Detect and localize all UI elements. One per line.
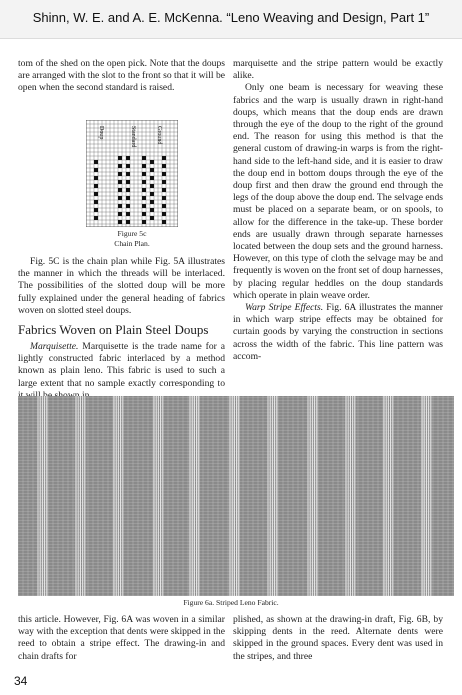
bottom-right-text: plished, as shown at the drawing-in draft, Fig. 6B, by skipping dents in the reed. Alternate dents were skipped in the ground spaces. Every dent was used in the stripes, and three (233, 614, 443, 662)
chain-plan-grid (86, 120, 178, 227)
bottom-left-column (18, 614, 225, 663)
left-paragraph-2: Fig. 5C is the chain plan while Fig. 5A illustrates the manner in which the threads will be interlaced. The possibilities of the slotted doup will be more fully explained under the general heading of fabrics woven on slotted steel doups. (18, 256, 225, 316)
chain-column-label-doup: Doup (98, 126, 104, 140)
figure-5c-caption-line1: Figure 5c (117, 229, 147, 238)
header-title: Shinn, W. E. and A. E. McKenna. “Leno Weaving and Design, Part 1” (32, 10, 430, 25)
left-paragraph-3 (18, 341, 225, 402)
warp-stripe-body: Fig. 6A illustrates the manner in which warp stripe effects may be obtained for curtain goods by varying the construction in sections across the width of the fabric. This line pattern was accom- (233, 302, 443, 362)
left-column (18, 58, 225, 95)
figure-5c-caption (86, 229, 178, 249)
figure-5c-chain-plan (86, 120, 178, 227)
bottom-right-column (233, 614, 443, 663)
figure-6a-fabric-photo (18, 396, 454, 596)
section-heading: Fabrics Woven on Plain Steel Doups (18, 322, 209, 338)
right-paragraph-1: marquisette and the stripe pattern would be exactly alike. (233, 58, 443, 82)
left-paragraph-1: tom of the shed on the open pick. Note that the doups are arranged with the slot to the front so that it will be open when the second standard is raised. (18, 58, 225, 94)
striped-leno-fabric-image (18, 396, 454, 596)
chain-column-label-ground: Ground (156, 126, 162, 145)
bottom-left-text: this article. However, Fig. 6A was woven in a similar way with the exception that dents were skipped in the reed to obtain a stripe effect. The drawing-in and chain drafts for (18, 614, 225, 662)
right-paragraph-2: Only one beam is necessary for weaving these fabrics and the warp is usually drawn in right-hand doups, which means that the doup ends are drawn through the eye of the doup to the right of the ground end. The reason for using this method is that the general custom of drawing-in warps is from the right-hand side to the left-hand side, and it is easier to draw the doup end in bottom doups through the eye of the doup first and then draw the ground end through the legs of the doup above the doup end. The selvage ends must be placed on a separate beam, or on spools, to allow for the difference in the take-up. These border ends are usually drawn through separate harnesses located between the doup sets and the ground harness. However, on this type of cloth the selvage may be and frequently is woven on the front set of doup harnesses, by placing regular heddles on the doup standards which operate in plain weave order. (233, 82, 443, 301)
right-column (233, 58, 443, 363)
marquisette-lead: Marquisette. (30, 341, 79, 353)
marquisette-body: Marquisette is the trade name for a lightly constructed fabric interlaced by a method known as plain leno. This fabric is used to such a large extent that no sample exactly corresponding to (18, 341, 225, 389)
warp-stripe-lead: Warp Stripe Effects. (245, 302, 324, 314)
right-paragraph-3 (233, 302, 443, 363)
chain-column-label-standard: Standard (130, 126, 136, 148)
page-header (0, 0, 462, 39)
left-column-lower (18, 256, 225, 402)
figure-5c-caption-line2: Chain Plan. (114, 239, 150, 248)
figure-6a-caption: Figure 6a. Striped Leno Fabric. (183, 598, 279, 607)
page-number: 34 (14, 674, 28, 688)
